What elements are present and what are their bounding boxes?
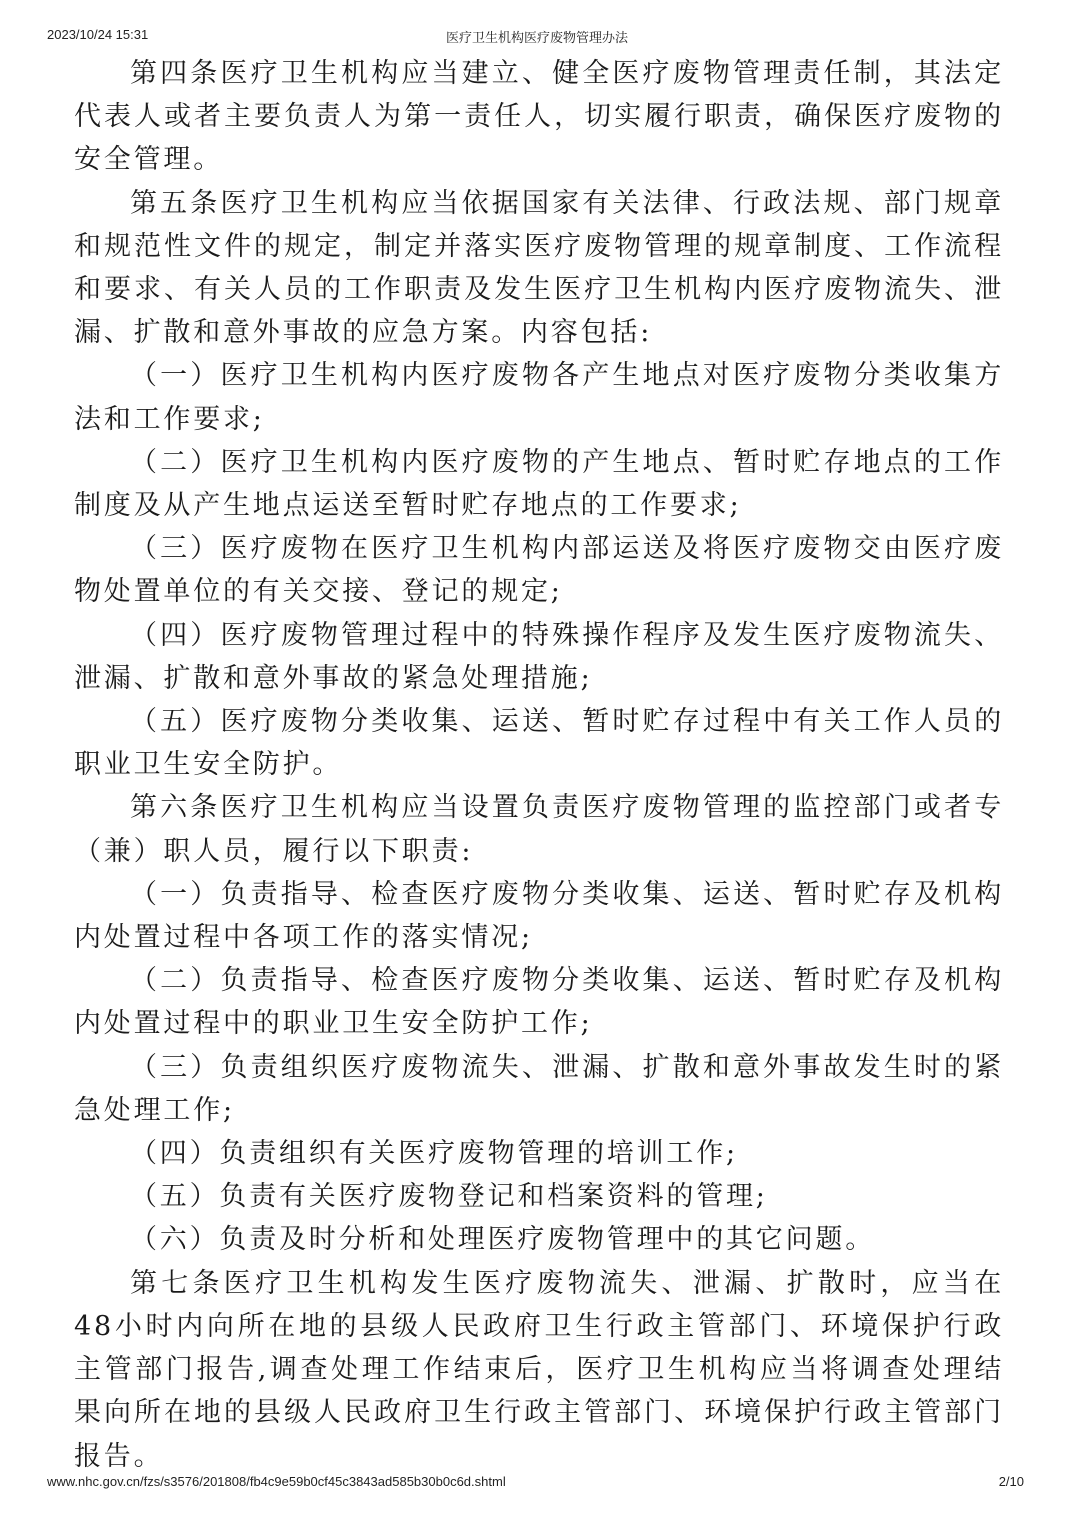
article-6-item-2: （二）负责指导、检查医疗废物分类收集、运送、暂时贮存及机构内处置过程中的职业卫生安全防护工作; (74, 965, 1004, 1040)
article-6-paragraph: 第六条医疗卫生机构应当设置负责医疗废物管理的监控部门或者专（兼）职人员，履行以下职责: (74, 792, 1004, 867)
article-5-paragraph: 第五条医疗卫生机构应当依据国家有关法律、行政法规、部门规章和规范性文件的规定，制定并落实医疗废物管理的规章制度、工作流程和要求、有关人员的工作职责及发生医疗卫生机构内医疗废物流失、泄漏、扩散和意外事故的应急方案。内容包括: (74, 187, 1004, 349)
article-6-item-6: （六）负责及时分析和处理医疗废物管理中的其它问题。 (130, 1224, 875, 1256)
article-5-item-2: （二）医疗卫生机构内医疗废物的产生地点、暂时贮存地点的工作制度及从产生地点运送至暂时贮存地点的工作要求; (74, 446, 1004, 522)
article-4-paragraph: 第四条医疗卫生机构应当建立、健全医疗废物管理责任制，其法定代表人或者主要负责人为第一责任人，切实履行职责，确保医疗废物的安全管理。 (74, 58, 1004, 176)
article-6-item-4: （四）负责组织有关医疗废物管理的培训工作; (130, 1138, 738, 1170)
article-5-item-3: （三）医疗废物在医疗卫生机构内部运送及将医疗废物交由医疗废物处置单位的有关交接、登记的规定; (74, 533, 1004, 608)
article-7-paragraph: 第七条医疗卫生机构发生医疗废物流失、泄漏、扩散时，应当在48小时内向所在地的县级人民政府卫生行政主管部门、环境保护行政主管部门报告,调查处理工作结束后，医疗卫生机构应当将调查处理结果向所在地的县级人民政府卫生行政主管部门、环境保护行政主管部门报告。 (74, 1267, 1004, 1472)
article-5-item-4: （四）医疗废物管理过程中的特殊操作程序及发生医疗废物流失、泄漏、扩散和意外事故的紧急处理措施; (74, 619, 1004, 694)
article-6-item-1: （一）负责指导、检查医疗废物分类收集、运送、暂时贮存及机构内处置过程中各项工作的落实情况; (74, 878, 1004, 954)
page-title: 医疗卫生机构医疗废物管理办法 (445, 30, 628, 45)
print-datetime: 2023/10/24 15:31 (47, 27, 149, 42)
page-url: www.nhc.gov.cn/fzs/s3576/201808/fb4c9e59b0cf45c3843ad585b30b0c6d.shtml (47, 1474, 506, 1489)
page-number: 2/10 (998, 1474, 1024, 1489)
article-6-item-3: （三）负责组织医疗废物流失、泄漏、扩散和意外事故发生时的紧急处理工作; (74, 1051, 1004, 1126)
document-body (74, 52, 1004, 1478)
article-6-item-5: （五）负责有关医疗废物登记和档案资料的管理; (130, 1181, 768, 1213)
article-5-item-1: （一）医疗卫生机构内医疗废物各产生地点对医疗废物分类收集方法和工作要求; (74, 360, 1004, 435)
article-5-item-5: （五）医疗废物分类收集、运送、暂时贮存过程中有关工作人员的职业卫生安全防护。 (74, 706, 1004, 781)
